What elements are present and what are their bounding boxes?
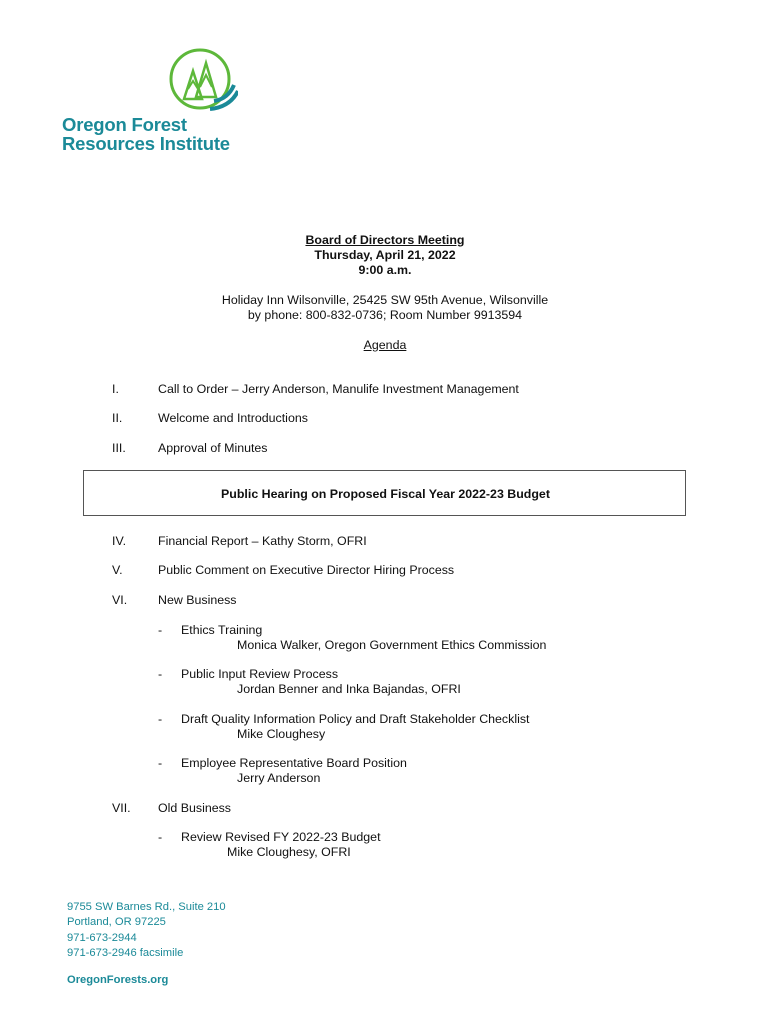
public-hearing-box — [83, 470, 686, 516]
agenda-heading-block — [0, 338, 770, 353]
item-financial-report: Financial Report – Kathy Storm, OFRI — [158, 534, 367, 548]
footer-address-line-1: 9755 SW Barnes Rd., Suite 210 — [67, 901, 226, 913]
meeting-date: Thursday, April 21, 2022 — [314, 248, 456, 262]
meeting-location-block — [0, 293, 770, 323]
public-hearing-title: Public Hearing on Proposed Fiscal Year 2022-23 Budget — [221, 487, 550, 501]
meeting-header — [0, 233, 770, 278]
footer-website-link[interactable]: OregonForests.org — [67, 974, 169, 987]
logo-wordmark — [62, 115, 230, 153]
footer-contact — [67, 900, 226, 988]
sub-item-presenter: Jerry Anderson — [237, 771, 321, 785]
sub-item-dash: - — [158, 756, 163, 770]
item-old-business: Old Business — [158, 801, 232, 815]
tree-circle-logo-icon — [166, 45, 238, 117]
sub-item-presenter: Mike Cloughesy, OFRI — [227, 845, 351, 859]
sub-item-dash: - — [158, 623, 163, 637]
item-number: V. — [112, 563, 123, 577]
item-number: III. — [112, 441, 126, 455]
sub-item-presenter: Monica Walker, Oregon Government Ethics Commission — [237, 638, 547, 652]
sub-item-title: Employee Representative Board Position — [181, 756, 407, 770]
item-number: VII. — [112, 801, 131, 815]
footer-address-line-2: Portland, OR 97225 — [67, 916, 166, 929]
logo-line-1: Oregon Forest — [62, 114, 187, 135]
sub-item-title: Review Revised FY 2022-23 Budget — [181, 830, 381, 844]
item-call-to-order: Call to Order – Jerry Anderson, Manulife Investment Management — [158, 382, 519, 396]
sub-item-presenter: Jordan Benner and Inka Bajandas, OFRI — [237, 682, 461, 696]
sub-item-presenter: Mike Cloughesy — [237, 727, 326, 741]
item-number: I. — [112, 382, 119, 396]
footer-fax: 971-673-2946 facsimile — [67, 946, 184, 959]
agenda-heading: Agenda — [363, 338, 407, 352]
item-public-comment: Public Comment on Executive Director Hiring Process — [158, 563, 455, 577]
footer-phone: 971-673-2944 — [67, 931, 137, 944]
item-number: IV. — [112, 534, 127, 548]
logo-line-2: Resources Institute — [62, 133, 230, 154]
meeting-location: Holiday Inn Wilsonville, 25425 SW 95th Avenue, Wilsonville — [221, 293, 549, 307]
meeting-time: 9:00 a.m. — [358, 263, 412, 277]
item-number: II. — [112, 411, 123, 425]
meeting-title: Board of Directors Meeting — [305, 233, 465, 247]
item-welcome: Welcome and Introductions — [158, 411, 308, 425]
sub-item-dash: - — [158, 667, 163, 681]
sub-item-title: Ethics Training — [181, 623, 263, 637]
item-number: VI. — [112, 593, 128, 607]
sub-item-dash: - — [158, 712, 163, 726]
item-approval-of-minutes: Approval of Minutes — [158, 441, 268, 455]
sub-item-title: Draft Quality Information Policy and Draft Stakeholder Checklist — [181, 712, 530, 726]
sub-item-title: Public Input Review Process — [181, 667, 339, 681]
ofri-logo — [62, 45, 242, 157]
meeting-phone: by phone: 800-832-0736; Room Number 9913594 — [247, 308, 523, 322]
sub-item-dash: - — [158, 830, 163, 844]
item-new-business: New Business — [158, 593, 237, 607]
